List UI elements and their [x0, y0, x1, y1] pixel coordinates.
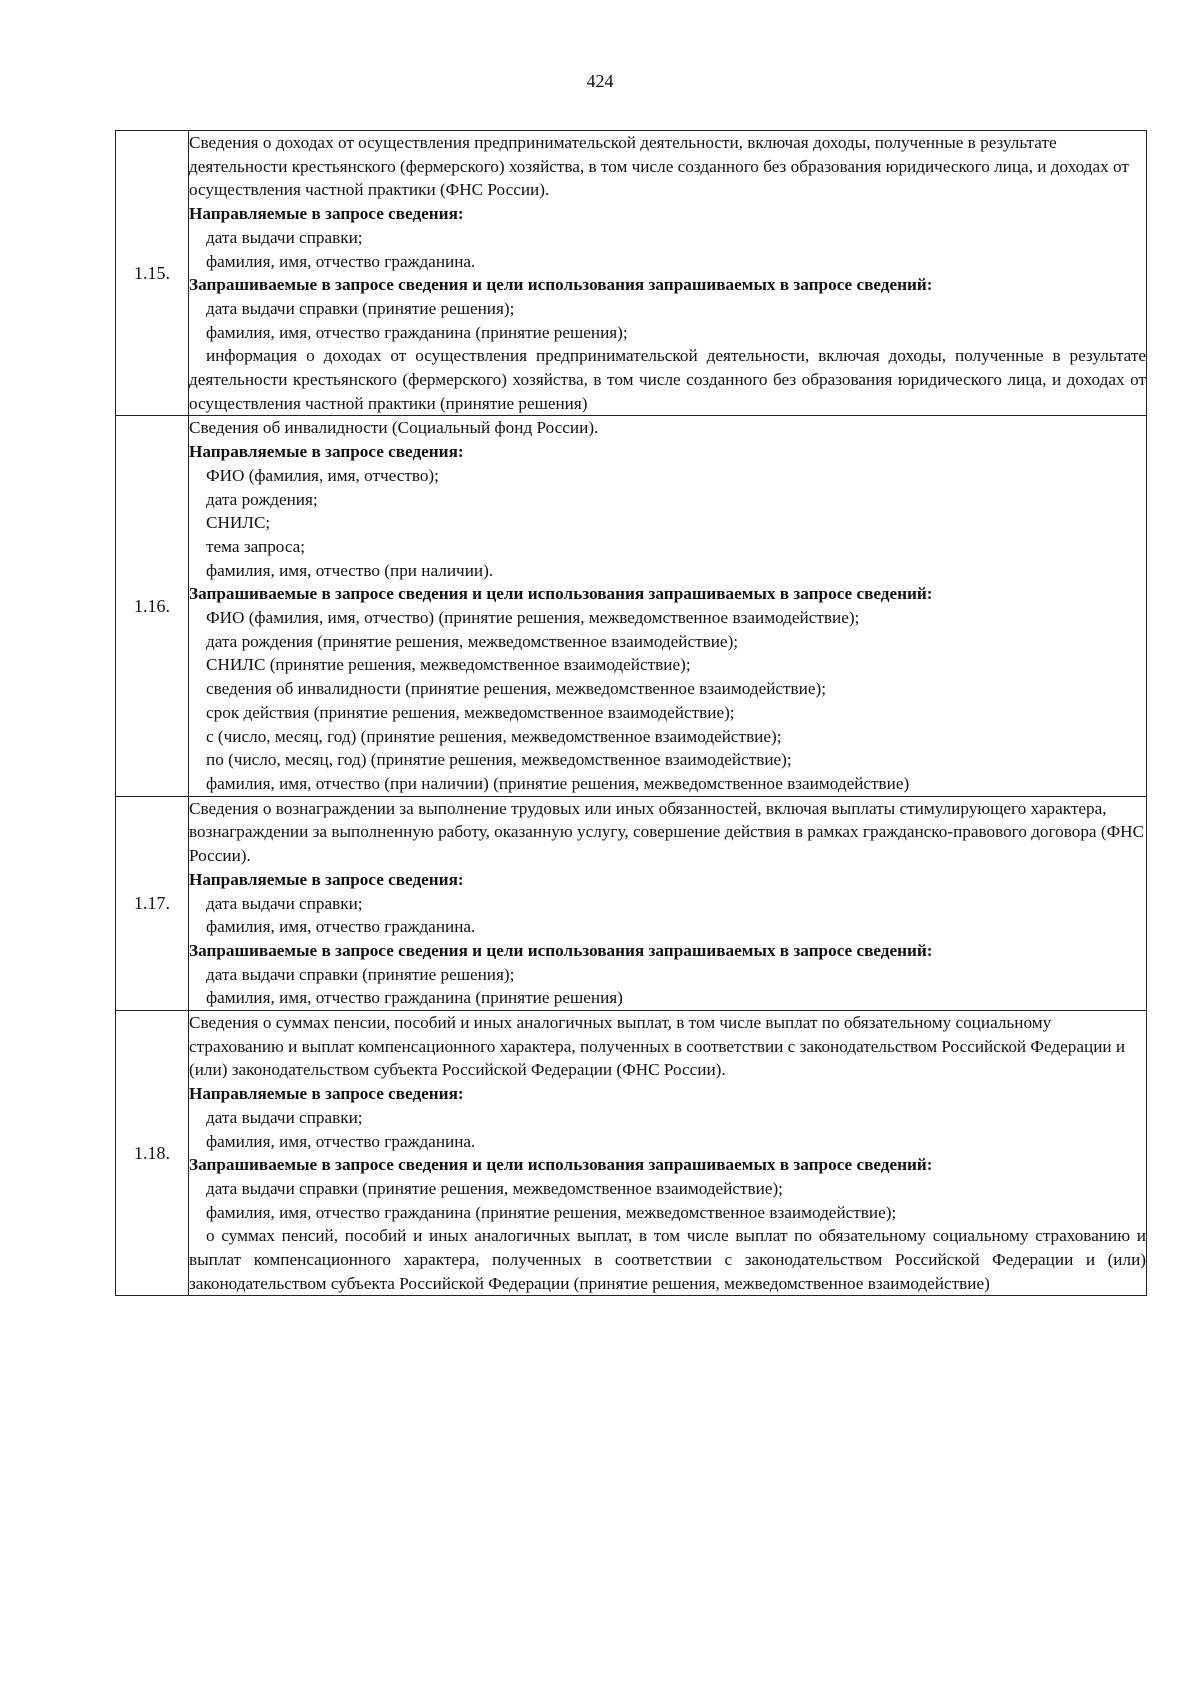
row-number: 1.17. — [116, 796, 189, 1010]
list-item: фамилия, имя, отчество гражданина (принятие решения) — [206, 988, 623, 1008]
row-number: 1.16. — [116, 416, 189, 796]
sent-label: Направляемые в запросе сведения: — [189, 1084, 464, 1104]
list-item: СНИЛС (принятие решения, межведомственное взаимодействие); — [206, 655, 691, 675]
list-item: ФИО (фамилия, имя, отчество) (принятие решения, межведомственное взаимодействие); — [206, 608, 860, 628]
row-content — [189, 416, 1147, 796]
table-row — [116, 131, 1147, 416]
list-item: по (число, месяц, год) (принятие решения, межведомственное взаимодействие); — [206, 750, 792, 770]
list-item: ФИО (фамилия, имя, отчество); — [206, 465, 439, 485]
table-row — [116, 1011, 1147, 1296]
list-item: срок действия (принятие решения, межведомственное взаимодействие); — [206, 702, 735, 722]
table-row — [116, 416, 1147, 796]
list-item: дата рождения (принятие решения, межведомственное взаимодействие); — [206, 631, 739, 651]
row-content — [189, 796, 1147, 1010]
requested-label: Запрашиваемые в запросе сведения и цели использования запрашиваемых в запросе сведений: — [189, 940, 933, 960]
list-item: дата выдачи справки (принятие решения, межведомственное взаимодействие); — [206, 1178, 783, 1198]
list-item: дата выдачи справки; — [206, 227, 363, 247]
sent-label: Направляемые в запросе сведения: — [189, 869, 464, 889]
row-content — [189, 1011, 1147, 1296]
table-row — [116, 796, 1147, 1010]
list-item: дата выдачи справки (принятие решения); — [206, 964, 515, 984]
list-item: фамилия, имя, отчество гражданина (принятие решения); — [206, 322, 628, 342]
row-title: Сведения о доходах от осуществления предпринимательской деятельности, включая доходы, полученные в результате деятельности крестьянского (фермерского) хозяйства, в том числе созданного без образования юридического лица, и доходах от осуществления частной практики (ФНС России). — [189, 133, 1129, 200]
page-number: 424 — [586, 71, 614, 91]
list-item: дата выдачи справки (принятие решения); — [206, 298, 515, 318]
requirements-table — [115, 130, 1147, 1296]
list-item: фамилия, имя, отчество гражданина. — [206, 917, 476, 937]
sent-label: Направляемые в запросе сведения: — [189, 442, 464, 462]
list-item: фамилия, имя, отчество (при наличии). — [206, 560, 494, 580]
row-title: Сведения об инвалидности (Социальный фонд России). — [189, 418, 599, 438]
list-item: дата выдачи справки; — [206, 893, 363, 913]
row-content — [189, 131, 1147, 416]
list-item: дата выдачи справки; — [206, 1107, 363, 1127]
requested-label: Запрашиваемые в запросе сведения и цели использования запрашиваемых в запросе сведений: — [189, 1155, 933, 1175]
list-item: фамилия, имя, отчество гражданина. — [206, 251, 476, 271]
list-item: о суммах пенсий, пособий и иных аналогичных выплат, в том числе выплат по обязательному социальному страхованию и выплат компенсационного характера, полученных в соответствии с законодательством Российской Федерации и (или) законодательством субъекта Российской Федерации (принятие решения, межведомственное взаимодействие) — [189, 1226, 1146, 1293]
requested-label: Запрашиваемые в запросе сведения и цели использования запрашиваемых в запросе сведений: — [189, 275, 933, 295]
requested-label: Запрашиваемые в запросе сведения и цели использования запрашиваемых в запросе сведений: — [189, 584, 933, 604]
list-item: СНИЛС; — [206, 513, 271, 533]
sent-label: Направляемые в запросе сведения: — [189, 204, 464, 224]
list-item: дата рождения; — [206, 489, 318, 509]
row-title: Сведения о вознаграждении за выполнение трудовых или иных обязанностей, включая выплаты стимулирующего характера, вознаграждении за выполненную работу, оказанную услугу, совершение действия в рамках гражданско-правового договора (ФНС России). — [189, 798, 1145, 866]
list-item: фамилия, имя, отчество гражданина (принятие решения, межведомственное взаимодействие); — [206, 1202, 897, 1222]
list-item: сведения об инвалидности (принятие решения, межведомственное взаимодействие); — [206, 679, 826, 699]
list-item: тема запроса; — [206, 536, 306, 556]
list-item: фамилия, имя, отчество (при наличии) (принятие решения, межведомственное взаимодействие) — [206, 773, 910, 793]
list-item: информация о доходах от осуществления предпринимательской деятельности, включая доходы, полученные в результате деятельности крестьянского (фермерского) хозяйства, в том числе созданного без образования юридического лица, и доходах от осуществления частной практики (принятие решения) — [189, 346, 1146, 413]
list-item: фамилия, имя, отчество гражданина. — [206, 1131, 476, 1151]
row-number: 1.15. — [116, 131, 189, 416]
row-number: 1.18. — [116, 1011, 189, 1296]
list-item: с (число, месяц, год) (принятие решения, межведомственное взаимодействие); — [206, 726, 782, 746]
row-title: Сведения о суммах пенсии, пособий и иных аналогичных выплат, в том числе выплат по обязательному социальному страхованию и выплат компенсационного характера, полученных в соответствии с законодательством Российской Федерации и (или) законодательством субъекта Российской Федерации (ФНС России). — [189, 1013, 1126, 1080]
